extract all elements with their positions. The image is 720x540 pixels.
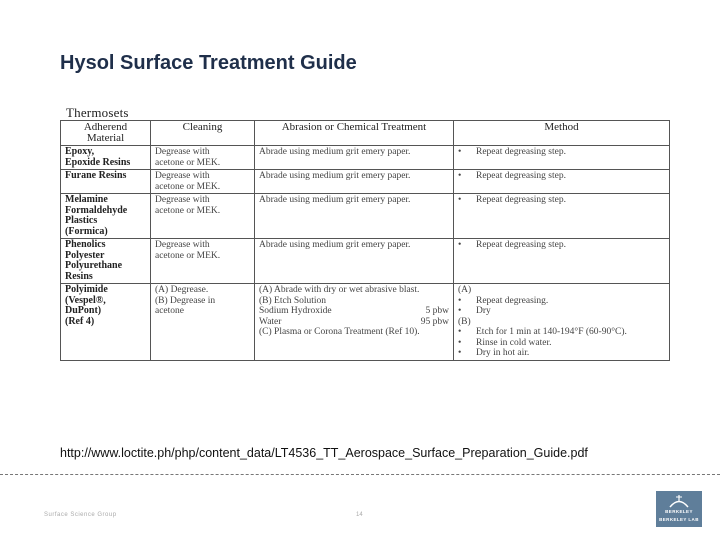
lab-building-icon <box>669 494 689 508</box>
method-line: • Repeat degreasing step. <box>458 195 665 206</box>
material-line: DuPont) <box>65 305 102 316</box>
method-cell <box>454 239 670 284</box>
method-cell <box>454 170 670 194</box>
material-cell <box>61 239 151 284</box>
method-cell <box>454 194 670 239</box>
abrasion-line: Abrade using medium grit emery paper. <box>259 171 411 181</box>
method-line: • Etch for 1 min at 140-194°F (60-90°C). <box>458 327 665 338</box>
column-header-cleaning: Cleaning <box>151 121 255 146</box>
method-line: • Repeat degreasing. <box>458 296 665 307</box>
cleaning-cell <box>151 194 255 239</box>
cleaning-line: acetone or MEK. <box>155 250 221 261</box>
abrasion-line: (A) Abrade with dry or wet abrasive blast. <box>259 285 420 295</box>
footer-text: Surface Science Group <box>44 512 117 518</box>
surface-treatment-table <box>60 120 670 361</box>
table-heading: Thermosets <box>66 105 129 120</box>
cleaning-line: acetone or MEK. <box>155 181 221 192</box>
material-line: Phenolics <box>65 239 106 250</box>
material-line: Formaldehyde <box>65 204 128 216</box>
abrasion-cell <box>255 170 454 194</box>
abrasion-line: (C) Plasma or Corona Treatment (Ref 10). <box>259 327 420 337</box>
method-cell <box>454 284 670 361</box>
table-row <box>61 170 670 194</box>
column-header-abrasion: Abrasion or Chemical Treatment <box>255 121 454 146</box>
cleaning-line: acetone or MEK. <box>155 205 221 216</box>
material-line: Plastics <box>65 215 98 226</box>
table-row <box>61 239 670 284</box>
abrasion-ingredient: Water <box>259 316 282 327</box>
abrasion-ingredient: Sodium Hydroxide <box>259 306 332 316</box>
cleaning-cell <box>151 146 255 170</box>
logo-top-text: BERKELEY <box>665 509 693 514</box>
material-cell <box>61 146 151 170</box>
logo-bottom-text: BERKELEY LAB <box>659 517 699 522</box>
method-line: (A) <box>458 285 472 295</box>
source-link[interactable]: http://www.loctite.ph/php/content_data/LT4536_TT_Aerospace_Surface_Preparation_Guide.pdf <box>60 446 588 460</box>
material-cell <box>61 170 151 194</box>
material-line: Resins <box>65 270 93 282</box>
slide-title: Hysol Surface Treatment Guide <box>60 52 357 74</box>
table-row <box>61 146 670 170</box>
cleaning-line: acetone <box>155 306 185 316</box>
surface-treatment-table-image <box>60 106 670 396</box>
abrasion-ratio-line <box>259 317 449 328</box>
berkeley-lab-logo <box>656 491 702 527</box>
cleaning-cell <box>151 170 255 194</box>
column-header-material: Adherend Material <box>61 121 151 146</box>
cleaning-line: Degrease with <box>155 195 210 205</box>
cleaning-cell <box>151 239 255 284</box>
table-row <box>61 284 670 361</box>
material-line: Furane Resins <box>65 170 127 181</box>
cleaning-line: Degrease with <box>155 171 210 181</box>
cleaning-line: Degrease with <box>155 147 210 157</box>
method-line: • Repeat degreasing step. <box>458 171 665 182</box>
abrasion-cell <box>255 146 454 170</box>
material-cell <box>61 194 151 239</box>
material-cell <box>61 284 151 361</box>
method-line: • Repeat degreasing step. <box>458 240 665 251</box>
material-line: Polyurethane <box>65 260 123 271</box>
abrasion-cell <box>255 239 454 284</box>
cleaning-line: acetone or MEK. <box>155 157 221 168</box>
method-line: • Dry <box>458 306 665 317</box>
material-line: Polyester <box>65 249 105 261</box>
cleaning-line: Degrease with <box>155 240 210 250</box>
table-header-row <box>61 121 670 146</box>
cleaning-line: (B) Degrease in <box>155 295 216 306</box>
page-number: 14 <box>356 512 363 518</box>
abrasion-cell <box>255 194 454 239</box>
column-header-method: Method <box>454 121 670 146</box>
abrasion-line: Abrade using medium grit emery paper. <box>259 240 411 250</box>
material-line: Polyimide <box>65 284 108 295</box>
cleaning-cell <box>151 284 255 361</box>
material-line: Epoxy, <box>65 146 95 157</box>
abrasion-line: Abrade using medium grit emery paper. <box>259 147 411 157</box>
material-line: Epoxide Resins <box>65 156 131 168</box>
material-line: (Vespel®, <box>65 294 106 306</box>
abrasion-ratio-line <box>259 306 449 317</box>
table-row <box>61 194 670 239</box>
method-line: • Repeat degreasing step. <box>458 147 665 158</box>
abrasion-line: (B) Etch Solution <box>259 295 327 306</box>
abrasion-cell <box>255 284 454 361</box>
material-line: (Formica) <box>65 225 108 237</box>
abrasion-line: Abrade using medium grit emery paper. <box>259 195 411 205</box>
abrasion-ratio: 95 pbw <box>420 316 449 327</box>
method-cell <box>454 146 670 170</box>
method-line: • Dry in hot air. <box>458 348 665 359</box>
footer-divider <box>0 474 720 475</box>
method-line: • Rinse in cold water. <box>458 338 665 349</box>
material-line: (Ref 4) <box>65 315 95 327</box>
method-line: (B) <box>458 316 471 327</box>
cleaning-line: (A) Degrease. <box>155 285 209 295</box>
material-line: Melamine <box>65 194 108 205</box>
abrasion-ratio: 5 pbw <box>425 306 449 316</box>
